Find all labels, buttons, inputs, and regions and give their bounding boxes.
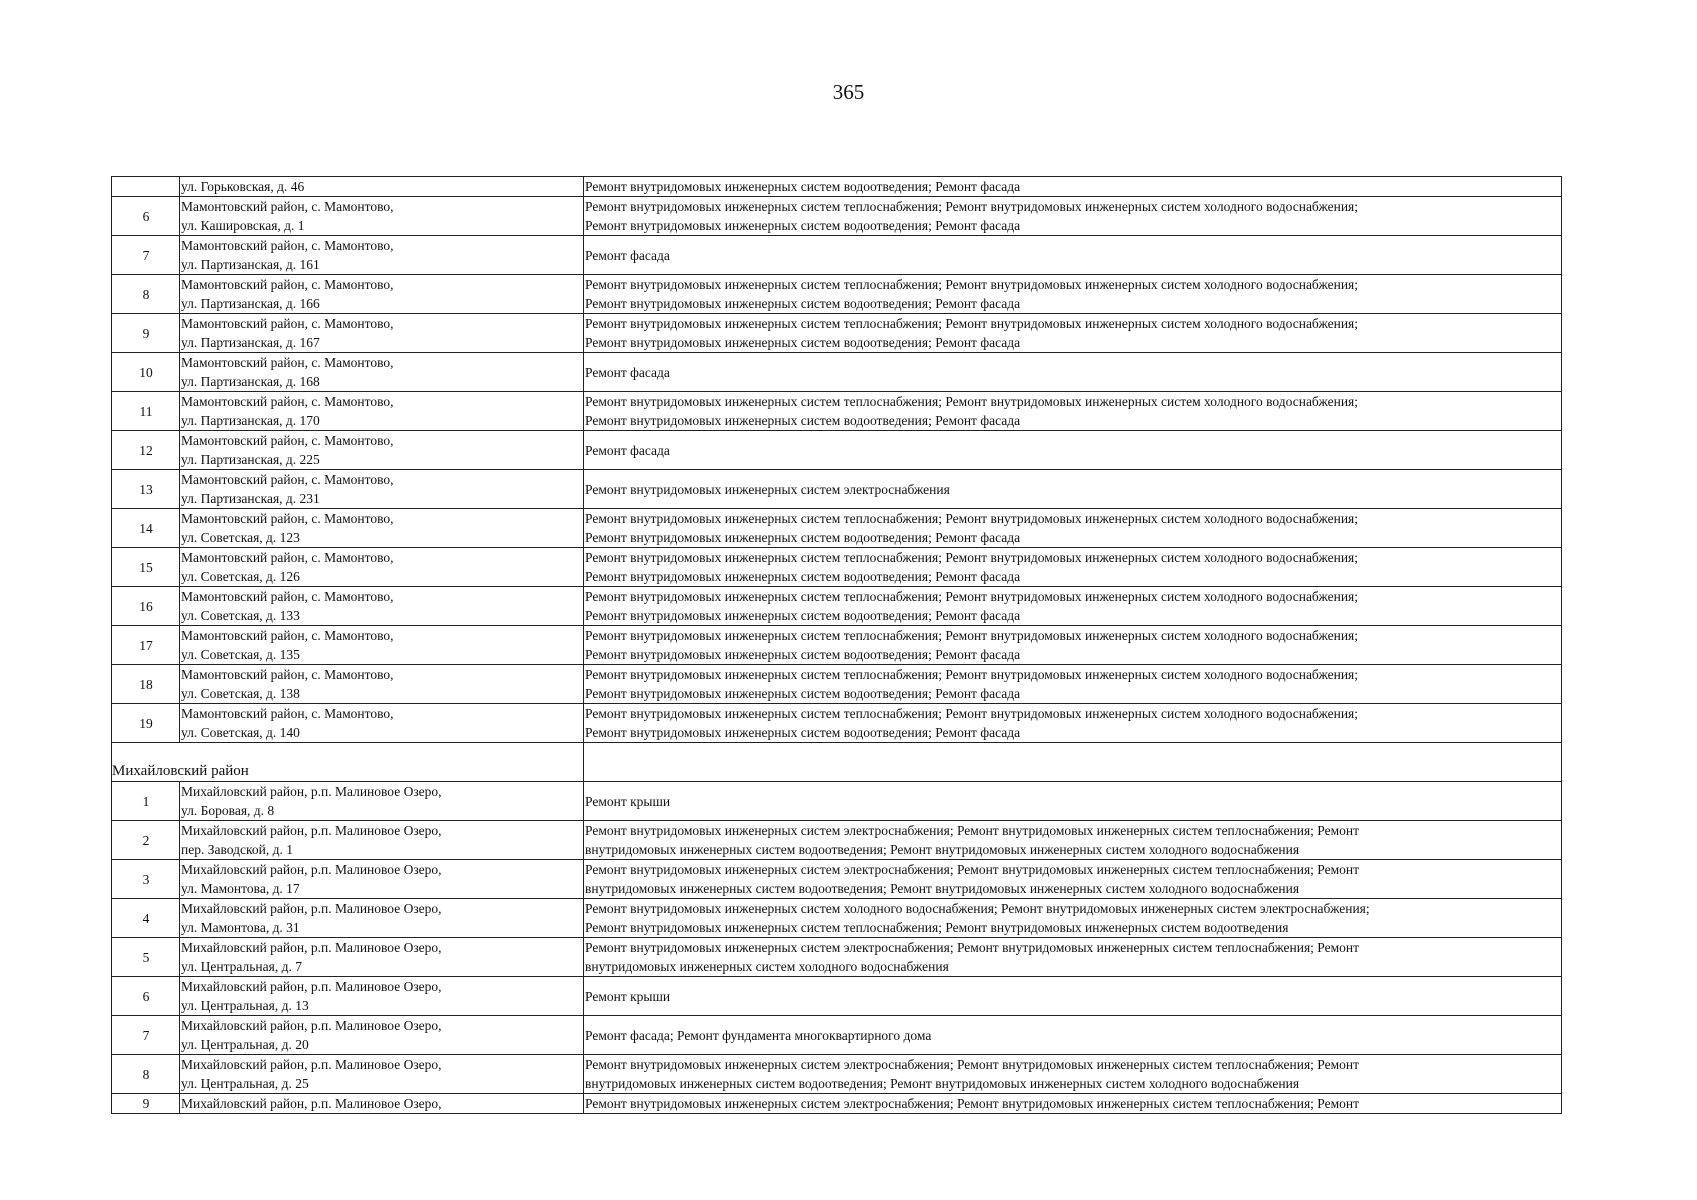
row-number: 9 xyxy=(112,314,180,353)
table-row xyxy=(112,275,1562,314)
row-work: Ремонт внутридомовых инженерных систем теплоснабжения; Ремонт внутридомовых инженерных систем холодного водоснабжения; Ремонт внутридомовых инженерных систем водоотведения; Ремонт фасада xyxy=(584,704,1562,743)
row-work: Ремонт внутридомовых инженерных систем теплоснабжения; Ремонт внутридомовых инженерных систем холодного водоснабжения; Ремонт внутридомовых инженерных систем водоотведения; Ремонт фасада xyxy=(584,392,1562,431)
page-number: 365 xyxy=(832,80,865,104)
row-address: Мамонтовский район, с. Мамонтово, ул. Партизанская, д. 170 xyxy=(180,392,584,431)
section-heading-row xyxy=(112,743,1562,782)
row-work: Ремонт внутридомовых инженерных систем теплоснабжения; Ремонт внутридомовых инженерных систем холодного водоснабжения; Ремонт внутридомовых инженерных систем водоотведения; Ремонт фасада xyxy=(584,275,1562,314)
row-address: Михайловский район, р.п. Малиновое Озеро, ул. Центральная, д. 7 xyxy=(180,938,584,977)
repair-table xyxy=(111,176,1562,1114)
row-work: Ремонт внутридомовых инженерных систем электроснабжения; Ремонт внутридомовых инженерных систем теплоснабжения; Ремонт внутридомовых инженерных систем водоотведения; Ремонт внутридомовых инженерных систем холодного водоснабжения xyxy=(584,1055,1562,1094)
row-work: Ремонт внутридомовых инженерных систем водоотведения; Ремонт фасада xyxy=(584,177,1562,197)
row-number: 19 xyxy=(112,704,180,743)
row-work: Ремонт крыши xyxy=(584,782,1562,821)
table-row xyxy=(112,665,1562,704)
row-address: ул. Горьковская, д. 46 xyxy=(180,177,584,197)
row-address: Мамонтовский район, с. Мамонтово, ул. Партизанская, д. 225 xyxy=(180,431,584,470)
row-work: Ремонт крыши xyxy=(584,977,1562,1016)
table-row xyxy=(112,821,1562,860)
table-row xyxy=(112,899,1562,938)
row-work: Ремонт внутридомовых инженерных систем электроснабжения; Ремонт внутридомовых инженерных систем теплоснабжения; Ремонт внутридомовых инженерных систем водоотведения; Ремонт внутридомовых инженерных систем холодного водоснабжения xyxy=(584,821,1562,860)
row-number: 4 xyxy=(112,899,180,938)
row-address: Мамонтовский район, с. Мамонтово, ул. Партизанская, д. 168 xyxy=(180,353,584,392)
row-address: Михайловский район, р.п. Малиновое Озеро, ул. Боровая, д. 8 xyxy=(180,782,584,821)
table-row xyxy=(112,197,1562,236)
table-row xyxy=(112,431,1562,470)
row-address: Мамонтовский район, с. Мамонтово, ул. Советская, д. 126 xyxy=(180,548,584,587)
table-row xyxy=(112,177,1562,197)
row-work: Ремонт фасада xyxy=(584,236,1562,275)
table-row xyxy=(112,236,1562,275)
row-number: 5 xyxy=(112,938,180,977)
table-row xyxy=(112,509,1562,548)
table-row xyxy=(112,626,1562,665)
row-work: Ремонт внутридомовых инженерных систем теплоснабжения; Ремонт внутридомовых инженерных систем холодного водоснабжения; Ремонт внутридомовых инженерных систем водоотведения; Ремонт фасада xyxy=(584,314,1562,353)
row-work: Ремонт фасада; Ремонт фундамента многоквартирного дома xyxy=(584,1016,1562,1055)
row-address: Михайловский район, р.п. Малиновое Озеро, ул. Мамонтова, д. 31 xyxy=(180,899,584,938)
row-work: Ремонт внутридомовых инженерных систем теплоснабжения; Ремонт внутридомовых инженерных систем холодного водоснабжения; Ремонт внутридомовых инженерных систем водоотведения; Ремонт фасада xyxy=(584,197,1562,236)
row-number: 15 xyxy=(112,548,180,587)
row-address: Мамонтовский район, с. Мамонтово, ул. Советская, д. 140 xyxy=(180,704,584,743)
table-row xyxy=(112,548,1562,587)
row-number: 8 xyxy=(112,1055,180,1094)
row-work: Ремонт внутридомовых инженерных систем теплоснабжения; Ремонт внутридомовых инженерных систем холодного водоснабжения; Ремонт внутридомовых инженерных систем водоотведения; Ремонт фасада xyxy=(584,509,1562,548)
table-row xyxy=(112,314,1562,353)
row-number: 16 xyxy=(112,587,180,626)
table-row xyxy=(112,977,1562,1016)
row-address: Михайловский район, р.п. Малиновое Озеро, xyxy=(180,1094,584,1114)
row-work: Ремонт фасада xyxy=(584,431,1562,470)
row-address: Михайловский район, р.п. Малиновое Озеро, ул. Центральная, д. 25 xyxy=(180,1055,584,1094)
row-work: Ремонт внутридомовых инженерных систем электроснабжения; Ремонт внутридомовых инженерных систем теплоснабжения; Ремонт внутридомовых инженерных систем холодного водоснабжения xyxy=(584,938,1562,977)
table-row xyxy=(112,392,1562,431)
row-number: 2 xyxy=(112,821,180,860)
row-address: Михайловский район, р.п. Малиновое Озеро, пер. Заводской, д. 1 xyxy=(180,821,584,860)
row-number: 13 xyxy=(112,470,180,509)
row-number: 10 xyxy=(112,353,180,392)
row-work: Ремонт внутридомовых инженерных систем теплоснабжения; Ремонт внутридомовых инженерных систем холодного водоснабжения; Ремонт внутридомовых инженерных систем водоотведения; Ремонт фасада xyxy=(584,587,1562,626)
row-number: 7 xyxy=(112,236,180,275)
row-number: 11 xyxy=(112,392,180,431)
row-address: Мамонтовский район, с. Мамонтово, ул. Партизанская, д. 166 xyxy=(180,275,584,314)
row-number: 6 xyxy=(112,977,180,1016)
row-number: 1 xyxy=(112,782,180,821)
row-address: Михайловский район, р.п. Малиновое Озеро, ул. Центральная, д. 20 xyxy=(180,1016,584,1055)
row-number: 6 xyxy=(112,197,180,236)
table-row xyxy=(112,470,1562,509)
row-address: Мамонтовский район, с. Мамонтово, ул. Советская, д. 133 xyxy=(180,587,584,626)
row-number xyxy=(112,177,180,197)
row-work: Ремонт внутридомовых инженерных систем холодного водоснабжения; Ремонт внутридомовых инженерных систем электроснабжения; Ремонт внутридомовых инженерных систем теплоснабжения; Ремонт внутридомовых инженерных систем водоотведения xyxy=(584,899,1562,938)
table-row xyxy=(112,1055,1562,1094)
row-address: Михайловский район, р.п. Малиновое Озеро, ул. Мамонтова, д. 17 xyxy=(180,860,584,899)
table-row xyxy=(112,782,1562,821)
table-row xyxy=(112,587,1562,626)
row-address: Мамонтовский район, с. Мамонтово, ул. Партизанская, д. 161 xyxy=(180,236,584,275)
row-work: Ремонт внутридомовых инженерных систем теплоснабжения; Ремонт внутридомовых инженерных систем холодного водоснабжения; Ремонт внутридомовых инженерных систем водоотведения; Ремонт фасада xyxy=(584,548,1562,587)
table-row xyxy=(112,1094,1562,1114)
section-title: Михайловский район xyxy=(112,743,584,782)
row-work: Ремонт фасада xyxy=(584,353,1562,392)
row-number: 7 xyxy=(112,1016,180,1055)
table-row xyxy=(112,938,1562,977)
row-address: Мамонтовский район, с. Мамонтово, ул. Советская, д. 135 xyxy=(180,626,584,665)
row-number: 17 xyxy=(112,626,180,665)
row-number: 18 xyxy=(112,665,180,704)
row-address: Мамонтовский район, с. Мамонтово, ул. Партизанская, д. 167 xyxy=(180,314,584,353)
table-row xyxy=(112,704,1562,743)
row-address: Мамонтовский район, с. Мамонтово, ул. Советская, д. 138 xyxy=(180,665,584,704)
table-row xyxy=(112,860,1562,899)
row-address: Мамонтовский район, с. Мамонтово, ул. Партизанская, д. 231 xyxy=(180,470,584,509)
row-number: 12 xyxy=(112,431,180,470)
row-work: Ремонт внутридомовых инженерных систем электроснабжения xyxy=(584,470,1562,509)
row-work: Ремонт внутридомовых инженерных систем теплоснабжения; Ремонт внутридомовых инженерных систем холодного водоснабжения; Ремонт внутридомовых инженерных систем водоотведения; Ремонт фасада xyxy=(584,626,1562,665)
row-work: Ремонт внутридомовых инженерных систем теплоснабжения; Ремонт внутридомовых инженерных систем холодного водоснабжения; Ремонт внутридомовых инженерных систем водоотведения; Ремонт фасада xyxy=(584,665,1562,704)
row-work: Ремонт внутридомовых инженерных систем электроснабжения; Ремонт внутридомовых инженерных систем теплоснабжения; Ремонт xyxy=(584,1094,1562,1114)
row-number: 8 xyxy=(112,275,180,314)
row-number: 14 xyxy=(112,509,180,548)
row-work: Ремонт внутридомовых инженерных систем электроснабжения; Ремонт внутридомовых инженерных систем теплоснабжения; Ремонт внутридомовых инженерных систем водоотведения; Ремонт внутридомовых инженерных систем холодного водоснабжения xyxy=(584,860,1562,899)
table-row xyxy=(112,353,1562,392)
row-address: Мамонтовский район, с. Мамонтово, ул. Советская, д. 123 xyxy=(180,509,584,548)
section-blank-cell xyxy=(584,743,1562,782)
row-number: 9 xyxy=(112,1094,180,1114)
row-address: Мамонтовский район, с. Мамонтово, ул. Кашировская, д. 1 xyxy=(180,197,584,236)
row-number: 3 xyxy=(112,860,180,899)
row-address: Михайловский район, р.п. Малиновое Озеро, ул. Центральная, д. 13 xyxy=(180,977,584,1016)
table-row xyxy=(112,1016,1562,1055)
